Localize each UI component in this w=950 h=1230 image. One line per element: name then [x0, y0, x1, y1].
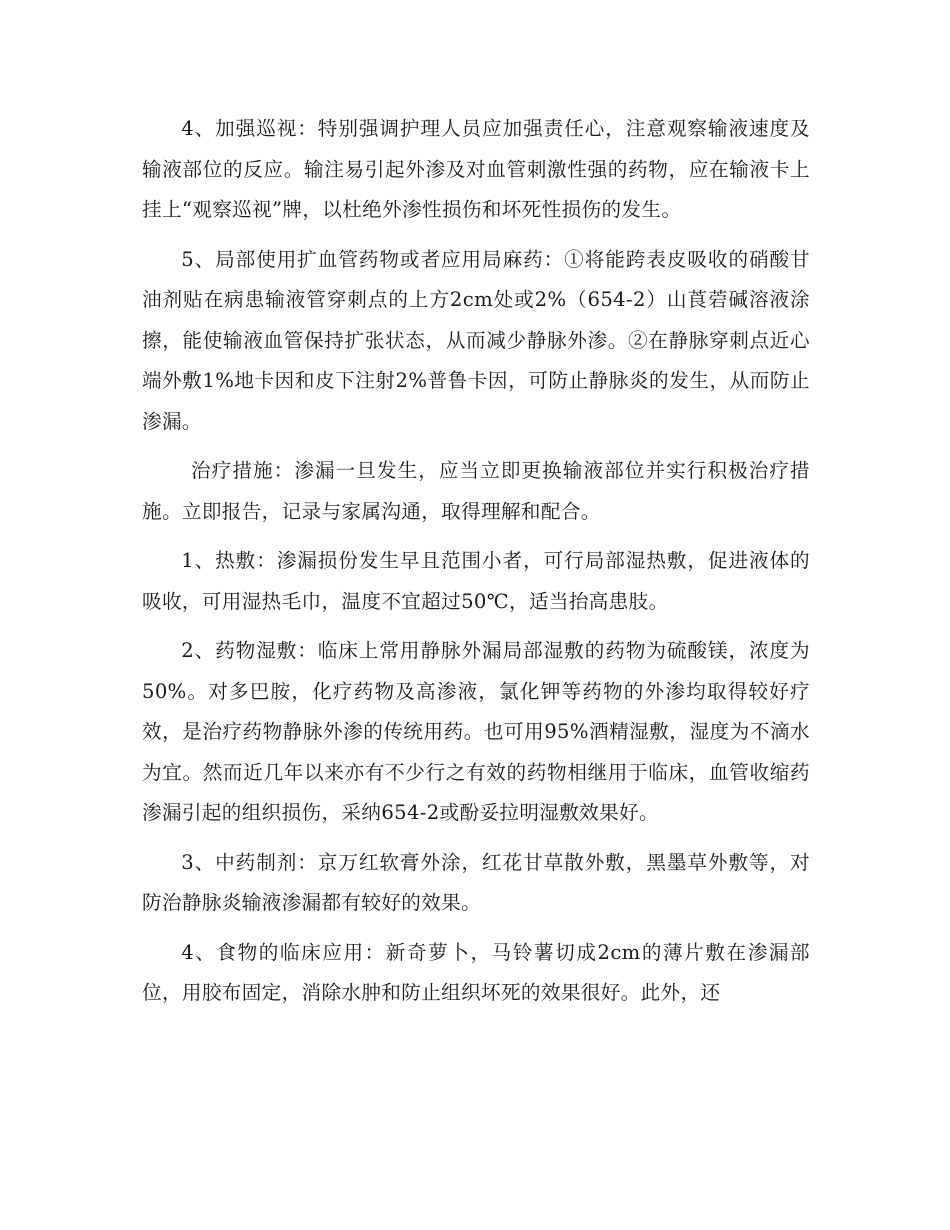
paragraph-hot-compress: 1、热敷：渗漏损份发生早且范围小者，可行局部湿热敷，促进液体的吸收，可用湿热毛巾，温度不宜超过50℃，适当抬高患肢。	[142, 549, 810, 613]
paragraph-treatment-measures: 治疗措施：渗漏一旦发生，应当立即更换输液部位并实行积极治疗措施。立即报告，记录与家属沟通，取得理解和配合。	[142, 459, 810, 523]
paragraph-food-application: 4、食物的临床应用：新奇萝卜，马铃薯切成2cm的薄片敷在渗漏部位，用胶布固定，消除水肿和防止组织坏死的效果很好。此外，还	[142, 940, 810, 1004]
document-body	[142, 109, 810, 1023]
paragraph-vasodilator-anesthetic: 5、局部使用扩血管药物或者应用局麻药：①将能跨表皮吸收的硝酸甘油剂贴在病患输液管穿刺点的上方2cm处或2%（654-2）山莨菪碱溶液涂擦，能使输液血管保持扩张状态，从而减少静脉外渗。②在静脉穿刺点近心端外敷1%地卡因和皮下注射2%普鲁卡因，可防止静脉炎的发生，从而防止渗漏。	[142, 247, 810, 433]
paragraph-tcm-preparation: 3、中药制剂：京万红软膏外涂，红花甘草散外敷，黑墨草外敷等，对防治静脉炎输液渗漏都有较好的效果。	[142, 850, 810, 914]
paragraph-drug-wet-compress: 2、药物湿敷：临床上常用静脉外漏局部湿敷的药物为硫酸镁，浓度为50%。对多巴胺，化疗药物及高渗液，氯化钾等药物的外渗均取得较好疗效，是治疗药物静脉外渗的传统用药。也可用95%酒精湿敷，湿度为不滴水为宜。然而近几年以来亦有不少行之有效的药物相继用于临床，血管收缩药渗漏引起的组织损伤，采纳654-2或酚妥拉明湿敷效果好。	[142, 639, 810, 824]
paragraph-enhanced-patrol: 4、加强巡视：特别强调护理人员应加强责任心，注意观察输液速度及输液部位的反应。输注易引起外渗及对血管刺激性强的药物，应在输液卡上挂上“观察巡视”牌，以杜绝外渗性损伤和坏死性损伤的发生。	[142, 117, 810, 221]
